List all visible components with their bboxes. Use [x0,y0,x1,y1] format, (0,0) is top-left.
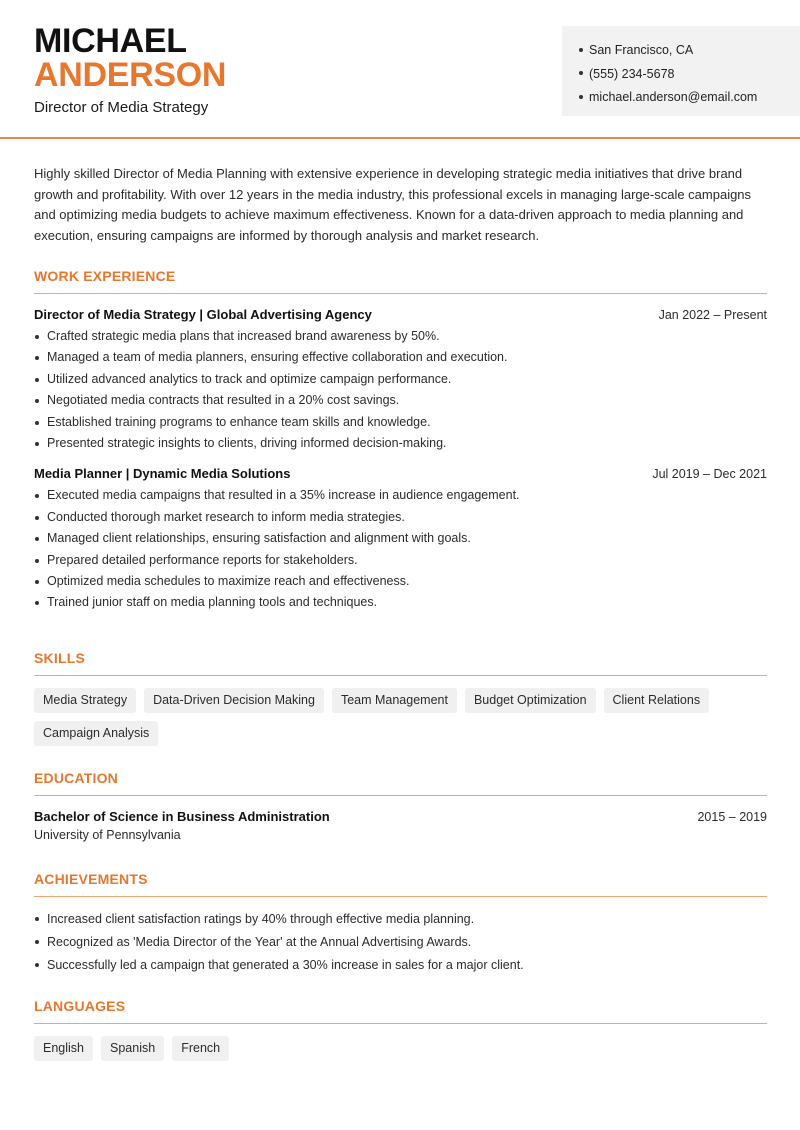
skill-tag: Campaign Analysis [34,721,158,746]
job-bullets [34,485,767,613]
list-item: Increased client satisfaction ratings by 40% through effective media planning. [34,908,767,931]
list-item: Managed client relationships, ensuring satisfaction and alignment with goals. [34,528,767,549]
education-header [34,809,767,824]
contact-location: San Francisco, CA [579,39,757,63]
job-bullets [34,326,767,454]
job-entry [34,307,767,454]
section-title-skills: SKILLS [34,650,85,666]
job-title: Director of Media Strategy [34,99,209,116]
education-section [34,767,767,842]
job-title-company: Media Planner | Dynamic Media Solutions [34,466,291,482]
list-item: Established training programs to enhance team skills and knowledge. [34,412,767,433]
list-item: Executed media campaigns that resulted in a 35% increase in audience engagement. [34,485,767,506]
contact-email: michael.anderson@email.com [579,86,757,110]
language-tag: French [172,1036,229,1061]
section-title-achievements: ACHIEVEMENTS [34,871,148,887]
language-tag: English [34,1036,93,1061]
candidate-name [34,24,226,92]
skills-tags [34,688,767,746]
list-item: Negotiated media contracts that resulted in a 20% cost savings. [34,390,767,411]
degree: Bachelor of Science in Business Administration [34,809,330,824]
list-item: Trained junior staff on media planning tools and techniques. [34,592,767,613]
job-entry [34,466,767,613]
list-item: Successfully led a campaign that generated a 30% increase in sales for a major client. [34,954,767,977]
skill-tag: Budget Optimization [465,688,596,713]
list-item: Conducted thorough market research to inform media strategies. [34,507,767,528]
language-tag: Spanish [101,1036,164,1061]
summary-text: Highly skilled Director of Media Planning with extensive experience in developing strategic media initiatives that drive brand growth and profitability. With over 12 years in the media industry, this professional excels in managing large-scale campaigns and optimizing media budgets to achieve maximum effectiveness. Known for a data-driven approach to media planning and execution, ensuring campaigns are informed by thorough analysis and market research. [34,166,752,243]
first-name: MICHAEL [34,22,187,60]
skills-section [34,647,767,746]
work-experience-section [34,265,767,614]
section-title-education: EDUCATION [34,770,118,786]
job-dates: Jul 2019 – Dec 2021 [652,467,767,482]
list-item: Optimized media schedules to maximize reach and effectiveness. [34,571,767,592]
bullet-icon [579,71,583,75]
job-dates: Jan 2022 – Present [658,308,767,322]
job-title-company: Director of Media Strategy | Global Advertising Agency [34,307,372,322]
list-item: Utilized advanced analytics to track and optimize campaign performance. [34,369,767,390]
list-item: Recognized as 'Media Director of the Year' at the Annual Advertising Awards. [34,931,767,954]
languages-section [34,995,767,1061]
summary-block [34,164,767,246]
school: University of Pennsylvania [34,828,181,842]
section-divider [34,293,767,294]
language-tags [34,1036,767,1061]
contact-phone: (555) 234-5678 [579,63,757,87]
contact-list [579,39,757,110]
section-divider [34,896,767,897]
contact-box [562,26,800,116]
last-name: ANDERSON [34,56,227,94]
education-dates: 2015 – 2019 [697,810,767,824]
section-title-work: WORK EXPERIENCE [34,268,176,284]
bullet-icon [579,95,583,99]
education-entry [34,809,767,842]
achievements-list [34,908,767,976]
job-header [34,466,767,481]
section-divider [34,795,767,796]
job-header [34,307,767,322]
skill-tag: Data-Driven Decision Making [144,688,324,713]
skill-tag: Team Management [332,688,457,713]
section-divider [34,1023,767,1024]
list-item: Managed a team of media planners, ensuring effective collaboration and execution. [34,347,767,368]
resume-header [0,0,800,139]
bullet-icon [579,48,583,52]
list-item: Prepared detailed performance reports for stakeholders. [34,550,767,571]
list-item: Presented strategic insights to clients, driving informed decision-making. [34,433,767,454]
skill-tag: Client Relations [604,688,710,713]
section-divider [34,675,767,676]
section-title-languages: LANGUAGES [34,998,126,1014]
skill-tag: Media Strategy [34,688,136,713]
achievements-section [34,868,767,976]
list-item: Crafted strategic media plans that increased brand awareness by 50%. [34,326,767,347]
